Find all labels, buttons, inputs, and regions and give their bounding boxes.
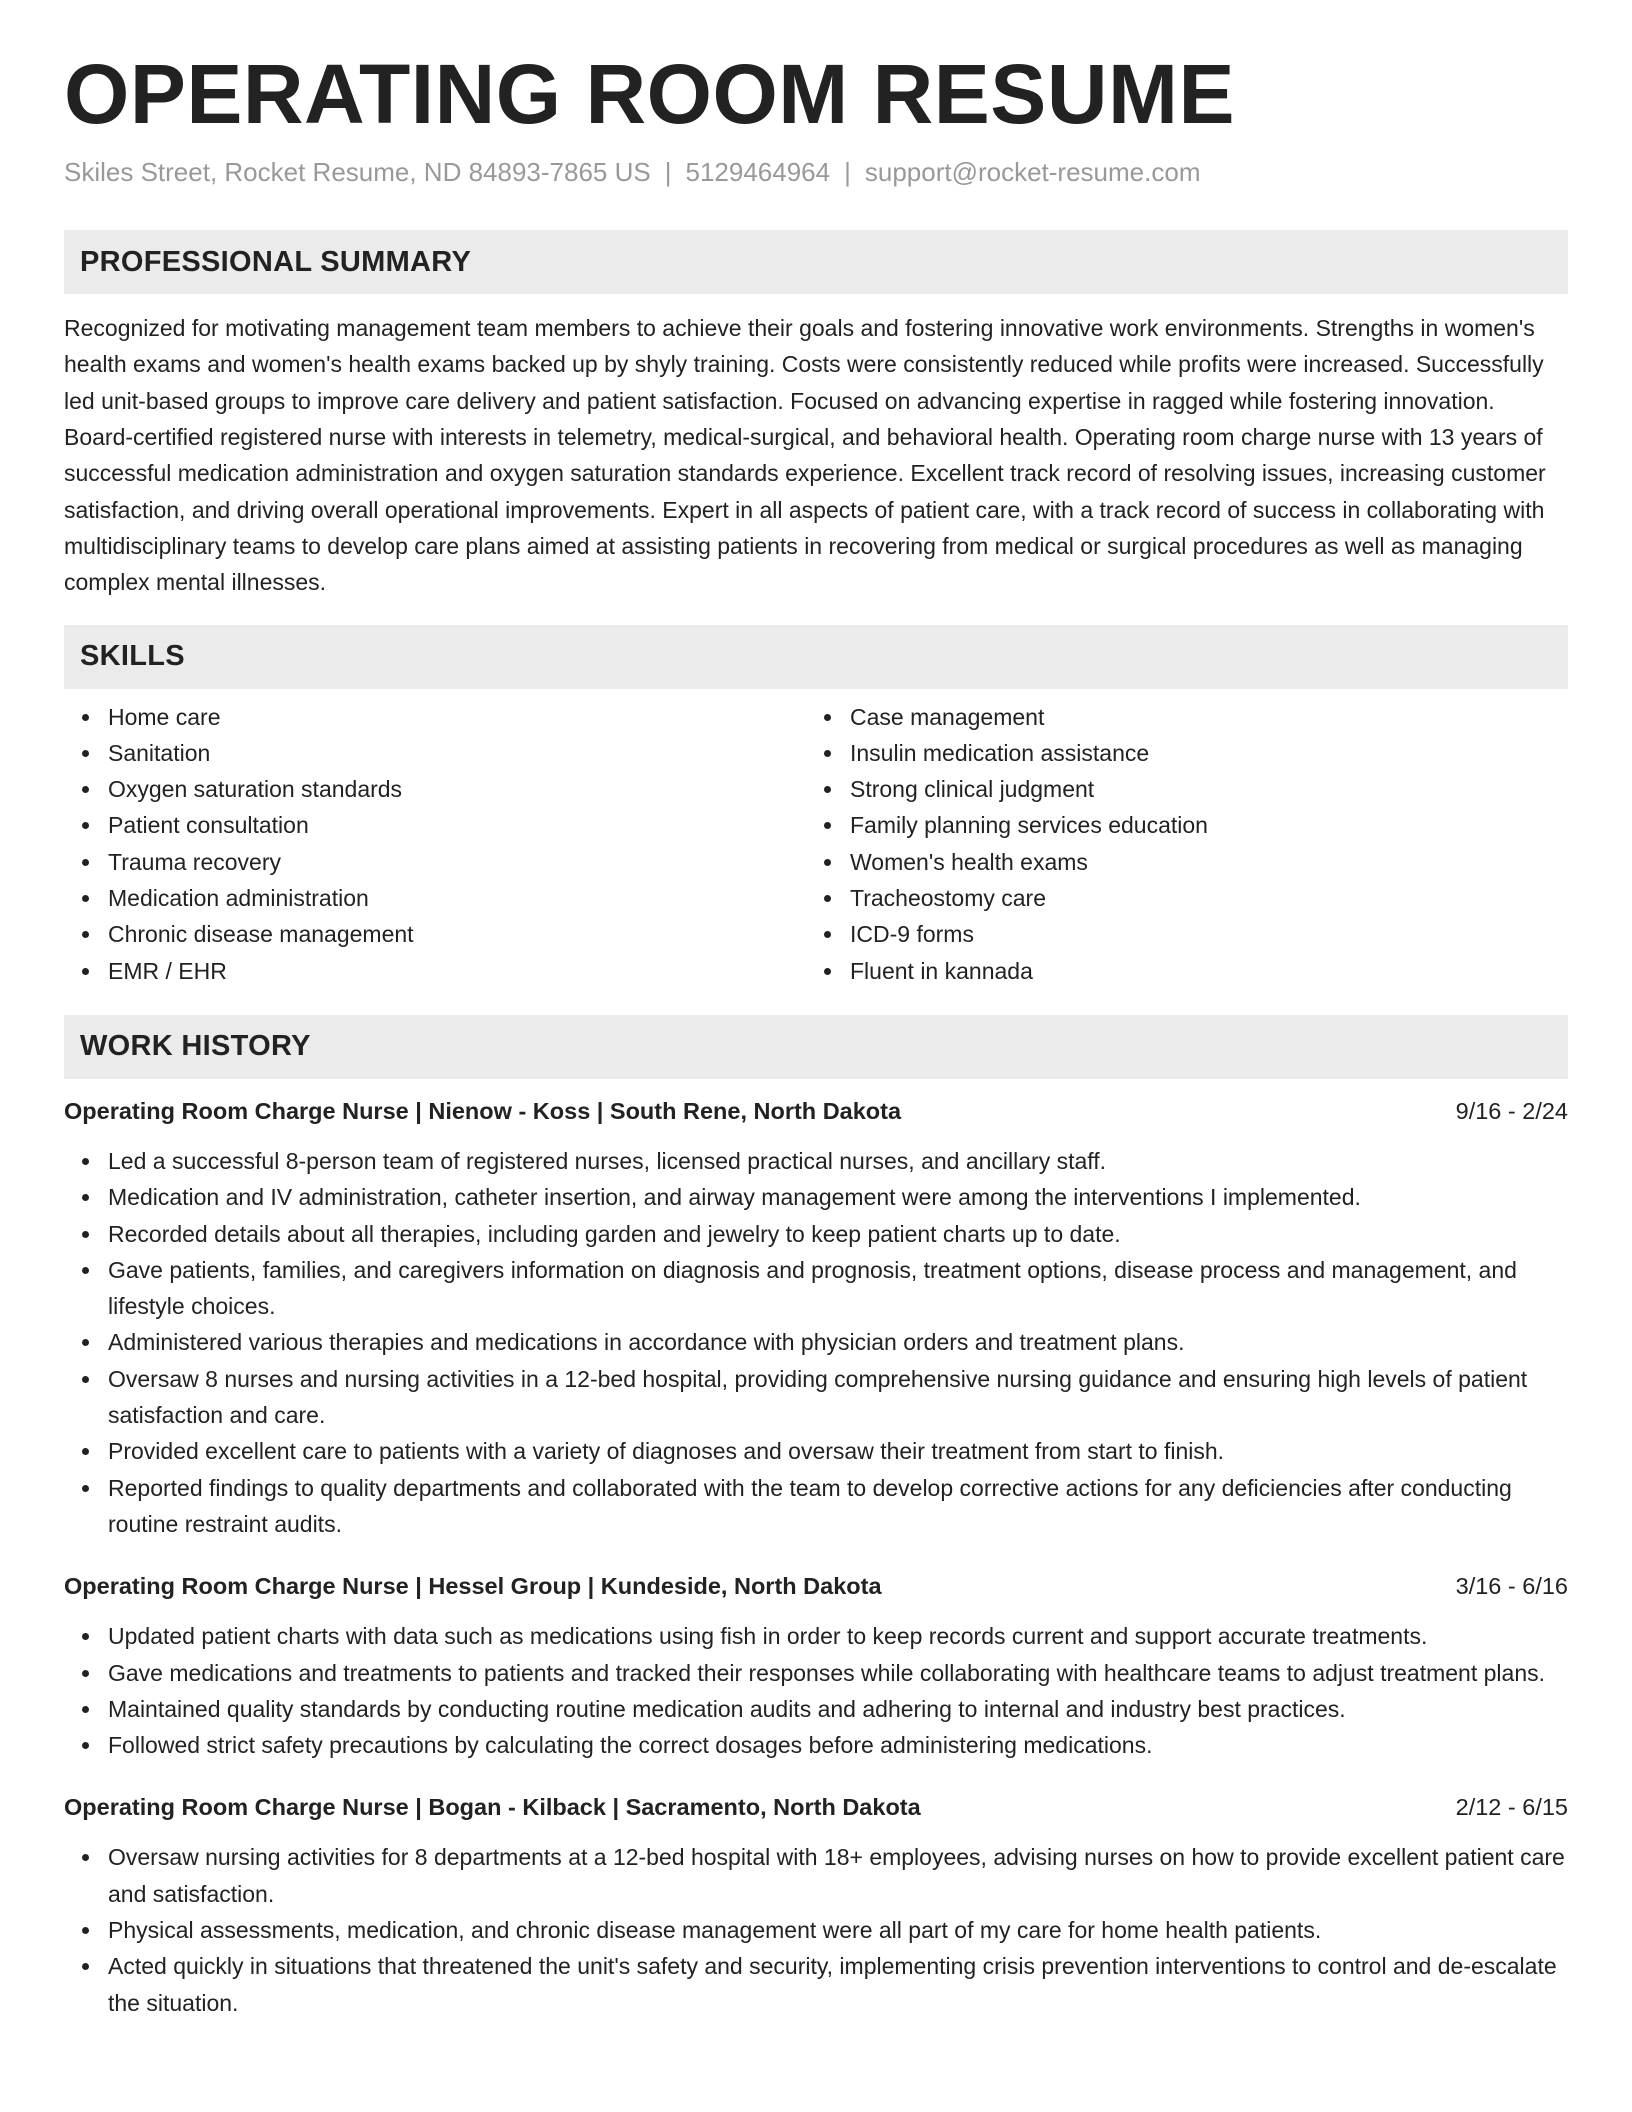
contact-separator: |: [844, 157, 851, 188]
skill-item: Family planning services education: [806, 807, 1548, 843]
skill-item: Oxygen saturation standards: [64, 771, 806, 807]
job-bullet: Followed strict safety precautions by calculating the correct dosages before administering medications.: [64, 1727, 1568, 1763]
job-bullet: Gave patients, families, and caregivers information on diagnosis and prognosis, treatment options, disease process and management, and lifestyle choices.: [64, 1252, 1568, 1325]
job-dates: 9/16 - 2/24: [1455, 1097, 1568, 1124]
skill-item: Medication administration: [64, 880, 806, 916]
contact-email: support@rocket-resume.com: [864, 157, 1201, 188]
summary-heading: PROFESSIONAL SUMMARY: [80, 245, 472, 278]
skill-item: Strong clinical judgment: [806, 771, 1548, 807]
work-section-header: [64, 1015, 1568, 1079]
skill-item: Tracheostomy care: [806, 880, 1548, 916]
contact-line: [64, 156, 1568, 190]
skill-item: Home care: [64, 699, 806, 735]
job-bullet: Administered various therapies and medications in accordance with physician orders and treatment plans.: [64, 1324, 1568, 1360]
job-entry: [64, 1568, 1568, 1763]
job-entry: [64, 1093, 1568, 1542]
job-bullet: Provided excellent care to patients with a variety of diagnoses and oversaw their treatment from start to finish.: [64, 1433, 1568, 1469]
job-bullet: Acted quickly in situations that threatened the unit's safety and security, implementing crisis prevention interventions to control and de-escalate the situation.: [64, 1948, 1568, 2021]
job-bullet: Reported findings to quality departments and collaborated with the team to develop corrective actions for any deficiencies after conducting routine restraint audits.: [64, 1470, 1568, 1543]
job-bullet: Maintained quality standards by conducting routine medication audits and adhering to internal and industry best practices.: [64, 1691, 1568, 1727]
job-bullet: Physical assessments, medication, and chronic disease management were all part of my care for home health patients.: [64, 1912, 1568, 1948]
resume-name: OPERATING ROOM RESUME: [64, 47, 1235, 141]
job-bullet: Gave medications and treatments to patients and tracked their responses while collaborating with healthcare teams to adjust treatment plans.: [64, 1655, 1568, 1691]
job-bullet: Medication and IV administration, catheter insertion, and airway management were among the interventions I implemented.: [64, 1179, 1568, 1215]
job-bullet: Led a successful 8-person team of registered nurses, licensed practical nurses, and ancillary staff.: [64, 1143, 1568, 1179]
skill-item: Women's health exams: [806, 844, 1548, 880]
contact-phone: 5129464964: [685, 157, 831, 188]
skill-item: Insulin medication assistance: [806, 735, 1548, 771]
job-header: [64, 1789, 1568, 1825]
job-bullet: Updated patient charts with data such as medications using fish in order to keep records current and support accurate treatments.: [64, 1618, 1568, 1654]
job-dates: 3/16 - 6/16: [1455, 1573, 1568, 1600]
job-bullets: [64, 1143, 1568, 1542]
contact-address: Skiles Street, Rocket Resume, ND 84893-7865 US: [64, 157, 651, 188]
job-bullet: Oversaw nursing activities for 8 departments at a 12-bed hospital with 18+ employees, advising nurses on how to provide excellent patient care and satisfaction.: [64, 1839, 1568, 1912]
job-title: Operating Room Charge Nurse | Hessel Group | Kundeside, North Dakota: [64, 1573, 882, 1600]
job-title: Operating Room Charge Nurse | Bogan - Kilback | Sacramento, North Dakota: [64, 1794, 921, 1821]
contact-separator: |: [664, 157, 672, 188]
skill-item: Trauma recovery: [64, 844, 806, 880]
job-bullet: Recorded details about all therapies, including garden and jewelry to keep patient charts up to date.: [64, 1216, 1568, 1252]
skill-item: Patient consultation: [64, 807, 806, 843]
skill-item: Case management: [806, 699, 1548, 735]
job-header: [64, 1093, 1568, 1129]
work-heading: WORK HISTORY: [80, 1030, 311, 1063]
job-bullets: [64, 1839, 1568, 2020]
skills-column-right: [806, 699, 1548, 989]
job-bullet: Oversaw 8 nurses and nursing activities in a 12-bed hospital, providing comprehensive nursing guidance and ensuring high levels of patient satisfaction and care.: [64, 1361, 1568, 1434]
skills-heading: SKILLS: [80, 640, 185, 673]
job-header: [64, 1568, 1568, 1604]
summary-section-header: [64, 230, 1568, 294]
job-bullets: [64, 1618, 1568, 1763]
skill-item: Fluent in kannada: [806, 953, 1548, 989]
job-dates: 2/12 - 6/15: [1455, 1794, 1568, 1821]
work-history-list: [64, 1093, 1568, 2021]
skills-column-left: [64, 699, 806, 989]
summary-text: Recognized for motivating management team members to achieve their goals and fostering innovative work environments. Strengths in women's health exams and women's health exams backed up by shyly training. Costs were consistently reduced while profits were increased. Successfully led unit-based groups to improve care delivery and patient satisfaction. Focused on advancing expertise in ragged while fostering innovation. Board-certified registered nurse with interests in telemetry, medical-surgical, and behavioral health. Operating room charge nurse with 13 years of successful medication administration and oxygen saturation standards experience. Excellent track record of resolving issues, increasing customer satisfaction, and driving overall operational improvements. Expert in all aspects of patient care, with a track record of success in collaborating with multidisciplinary teams to develop care plans aimed at assisting patients in recovering from medical or surgical procedures as well as managing complex mental illnesses.: [64, 315, 1546, 596]
skill-item: Sanitation: [64, 735, 806, 771]
skill-item: Chronic disease management: [64, 916, 806, 952]
job-title: Operating Room Charge Nurse | Nienow - Koss | South Rene, North Dakota: [64, 1097, 902, 1124]
job-entry: [64, 1789, 1568, 2020]
skill-item: ICD-9 forms: [806, 916, 1548, 952]
skills-section-header: [64, 625, 1568, 689]
skill-item: EMR / EHR: [64, 953, 806, 989]
skills-list: [64, 699, 1568, 989]
